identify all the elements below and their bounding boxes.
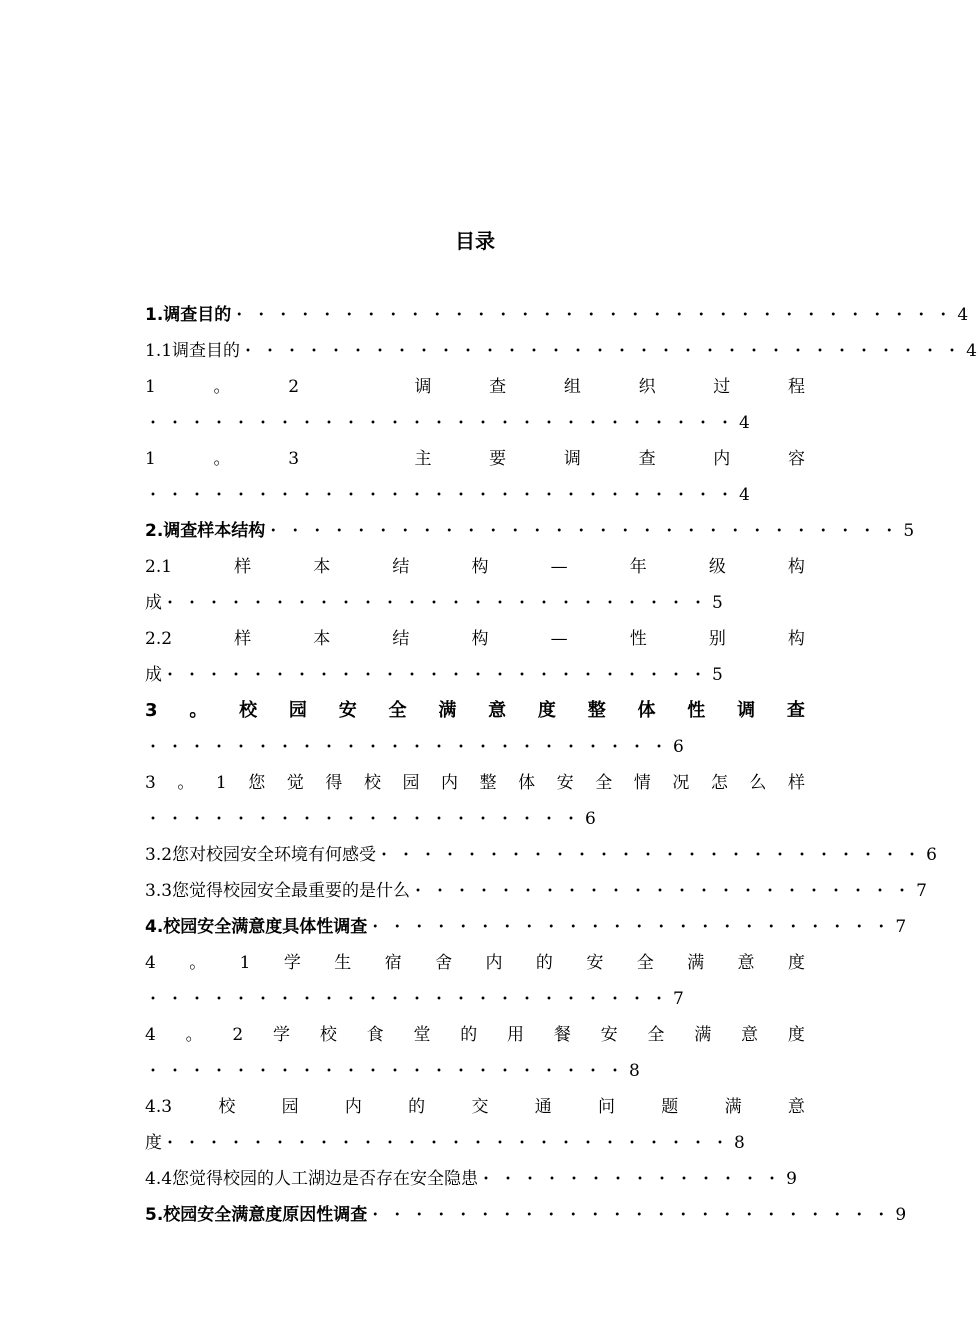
toc-token: 4.3	[145, 1097, 173, 1117]
toc-entry[interactable]	[145, 1089, 805, 1125]
toc-token: 整	[479, 773, 497, 793]
dot-leader: ・・・・・・・・・・・・・・・・・・・・・・・・・	[162, 593, 713, 612]
toc-entry-text: 1.调查目的	[145, 305, 232, 325]
toc-token: 校	[319, 1025, 337, 1045]
toc-token: 意	[787, 1097, 805, 1117]
toc-entry[interactable]	[145, 945, 805, 981]
toc-token: 度	[787, 953, 805, 973]
toc-entry[interactable]	[145, 765, 805, 801]
toc-entry[interactable]	[145, 297, 969, 333]
toc-token: 年	[629, 557, 647, 577]
toc-token: 主	[414, 449, 432, 469]
toc-token: 过	[713, 377, 731, 397]
table-of-contents	[145, 297, 977, 1233]
toc-token: 满	[438, 700, 457, 721]
toc-token: 问	[598, 1097, 616, 1117]
toc-page-number: 9	[786, 1169, 797, 1189]
toc-token: 结	[392, 557, 410, 577]
toc-page-number: 4	[957, 305, 969, 325]
toc-token: 别	[708, 629, 726, 649]
toc-token: 堂	[413, 1025, 431, 1045]
toc-token: 园	[288, 700, 307, 721]
toc-entry[interactable]	[145, 1197, 907, 1233]
toc-token: 调	[563, 449, 581, 469]
toc-token: 2.2	[145, 629, 173, 649]
toc-entry[interactable]	[145, 513, 915, 549]
toc-token: 全	[595, 773, 613, 793]
dot-leader: ・・・・・・・・・・・・・・・・・・・・・・・・・・・・・	[265, 521, 904, 540]
toc-page-number: 5	[712, 593, 723, 613]
toc-token: 调	[737, 700, 756, 721]
toc-token: 题	[661, 1097, 679, 1117]
toc-entry-text: 成	[145, 593, 162, 613]
toc-token: 内	[713, 449, 731, 469]
toc-entry[interactable]	[145, 873, 927, 909]
toc-entry-continuation	[145, 1053, 805, 1089]
toc-token: 内	[441, 773, 459, 793]
toc-token: 您	[248, 773, 266, 793]
toc-token: 餐	[553, 1025, 571, 1045]
toc-page-number: 5	[712, 665, 723, 685]
toc-token: 4	[145, 953, 156, 973]
toc-token: 1	[239, 953, 251, 973]
toc-token: 意	[488, 700, 507, 721]
dot-leader: ・・・・・・・・・・・・・・	[478, 1169, 787, 1188]
toc-entry-continuation	[145, 585, 805, 621]
toc-page-number: 4	[966, 341, 977, 361]
toc-token: 校	[239, 700, 258, 721]
toc-page-number: 6	[673, 737, 684, 757]
toc-token: 结	[392, 629, 410, 649]
toc-page-number: 4	[739, 485, 750, 505]
toc-token: 意	[741, 1025, 759, 1045]
toc-entry-text: 5.校园安全满意度原因性调查	[145, 1205, 368, 1225]
toc-token: 生	[334, 953, 352, 973]
toc-token: —	[550, 629, 568, 649]
toc-token: 3	[145, 773, 156, 793]
toc-token: 。	[189, 700, 208, 721]
toc-page-number: 6	[585, 809, 596, 829]
toc-token: 内	[344, 1097, 362, 1117]
toc-token: 1	[215, 773, 227, 793]
dot-leader: ・・・・・・・・・・・・・・・・・・・・・・・・	[145, 737, 674, 756]
toc-entry-text: 4.校园安全满意度具体性调查	[145, 917, 368, 937]
toc-entry[interactable]	[145, 549, 805, 585]
toc-entry-continuation	[145, 801, 805, 837]
toc-token: —	[550, 557, 568, 577]
toc-page-number: 6	[926, 845, 937, 865]
toc-entry-text: 1.1调查目的	[145, 341, 241, 361]
toc-page-number: 5	[903, 521, 915, 541]
toc-token: 得	[325, 773, 343, 793]
toc-entry-text: 2.调查样本结构	[145, 521, 266, 541]
toc-token: 查	[638, 449, 656, 469]
toc-token: 舍	[435, 953, 453, 973]
toc-token: 校	[218, 1097, 236, 1117]
dot-leader: ・・・・・・・・・・・・・・・・・・・・	[145, 809, 586, 828]
toc-token: 的	[460, 1025, 478, 1045]
toc-entry-text: 4.4您觉得校园的人工湖边是否存在安全隐患	[145, 1169, 479, 1189]
toc-token: 满	[724, 1097, 742, 1117]
dot-leader: ・・・・・・・・・・・・・・・・・・・・・・・	[410, 881, 917, 900]
dot-leader: ・・・・・・・・・・・・・・・・・・・・・・・・・・・	[145, 413, 740, 432]
toc-token: 安	[600, 1025, 618, 1045]
toc-page-number: 7	[916, 881, 927, 901]
toc-entry-text: 3.3您觉得校园安全最重要的是什么	[145, 881, 411, 901]
toc-token: 3	[145, 700, 158, 721]
dot-leader: ・・・・・・・・・・・・・・・・・・・・・・・・・・	[162, 1133, 735, 1152]
toc-token: 2	[288, 377, 300, 397]
toc-token: 组	[563, 377, 581, 397]
toc-token: 构	[471, 629, 489, 649]
toc-page-number: 8	[734, 1133, 745, 1153]
toc-token: 安	[338, 700, 357, 721]
toc-token: 体	[518, 773, 536, 793]
toc-token: 构	[787, 557, 805, 577]
toc-token: 学	[273, 1025, 291, 1045]
toc-token: 程	[787, 377, 805, 397]
toc-token: 内	[485, 953, 503, 973]
toc-token: 的	[408, 1097, 426, 1117]
toc-token: 。	[185, 1025, 203, 1045]
dot-leader: ・・・・・・・・・・・・・・・・・・・・・・・・・	[376, 845, 927, 864]
toc-token: 满	[694, 1025, 712, 1045]
toc-entry[interactable]	[145, 1017, 805, 1053]
toc-token: 整	[587, 700, 606, 721]
toc-token: 2.1	[145, 557, 173, 577]
toc-token: 。	[189, 953, 207, 973]
toc-token: 度	[537, 700, 556, 721]
dot-leader: ・・・・・・・・・・・・・・・・・・・・・・・・・・・・・・・・・	[231, 305, 958, 324]
dot-leader: ・・・・・・・・・・・・・・・・・・・・・・・・・・・	[145, 485, 740, 504]
toc-token: 样	[234, 557, 252, 577]
toc-entry-text: 成	[145, 665, 162, 685]
toc-token: 织	[638, 377, 656, 397]
toc-entry[interactable]	[145, 693, 805, 729]
toc-token: 全	[636, 953, 654, 973]
toc-entry[interactable]	[145, 909, 907, 945]
toc-token: 意	[737, 953, 755, 973]
toc-token: 样	[234, 629, 252, 649]
toc-token: 么	[749, 773, 767, 793]
dot-leader: ・・・・・・・・・・・・・・・・・・・・・・・・	[145, 989, 674, 1008]
toc-token: 样	[787, 773, 805, 793]
dot-leader: ・・・・・・・・・・・・・・・・・・・・・・・・・・・・・・・・・	[240, 341, 967, 360]
toc-entry[interactable]	[145, 1161, 805, 1197]
toc-token: 的	[535, 953, 553, 973]
toc-token: 全	[388, 700, 407, 721]
toc-token: 。	[213, 377, 231, 397]
toc-token: 1	[145, 377, 156, 397]
toc-token: 容	[787, 449, 805, 469]
toc-entry[interactable]	[145, 441, 805, 477]
toc-token: 用	[507, 1025, 525, 1045]
toc-token: 构	[787, 629, 805, 649]
toc-entry[interactable]	[145, 837, 937, 873]
toc-token: 性	[629, 629, 647, 649]
toc-token: 学	[283, 953, 301, 973]
toc-entry-continuation	[145, 657, 805, 693]
toc-entry-continuation	[145, 981, 805, 1017]
toc-token: 构	[471, 557, 489, 577]
toc-token: 4	[145, 1025, 156, 1045]
toc-entry-text: 度	[145, 1133, 162, 1153]
toc-page-number: 4	[739, 413, 750, 433]
toc-token: 通	[534, 1097, 552, 1117]
toc-token: 查	[489, 377, 507, 397]
dot-leader: ・・・・・・・・・・・・・・・・・・・・・・・・	[367, 1205, 896, 1224]
toc-token: 本	[313, 629, 331, 649]
toc-token: 3	[288, 449, 300, 469]
toc-entry-continuation	[145, 1125, 805, 1161]
toc-page-number: 7	[895, 917, 907, 937]
toc-token: 级	[708, 557, 726, 577]
toc-token: 2	[232, 1025, 244, 1045]
dot-leader: ・・・・・・・・・・・・・・・・・・・・・・・・・	[162, 665, 713, 684]
dot-leader: ・・・・・・・・・・・・・・・・・・・・・・・・	[367, 917, 896, 936]
toc-token: 宿	[384, 953, 402, 973]
page-title: 目录	[455, 229, 495, 253]
toc-token: 本	[313, 557, 331, 577]
toc-page-number: 9	[895, 1205, 907, 1225]
toc-token: 况	[672, 773, 690, 793]
toc-token: 校	[363, 773, 381, 793]
toc-entry[interactable]	[145, 621, 805, 657]
toc-token: 性	[687, 700, 706, 721]
toc-token: 怎	[710, 773, 728, 793]
toc-token: 调	[414, 377, 432, 397]
toc-token: 情	[633, 773, 651, 793]
dot-leader: ・・・・・・・・・・・・・・・・・・・・・・	[145, 1061, 630, 1080]
toc-token: 1	[145, 449, 156, 469]
toc-token: 交	[471, 1097, 489, 1117]
toc-token: 安	[586, 953, 604, 973]
toc-page-number: 7	[673, 989, 684, 1009]
toc-token: 要	[489, 449, 507, 469]
toc-entry-continuation	[145, 729, 805, 765]
toc-entry[interactable]	[145, 369, 805, 405]
toc-token: 满	[687, 953, 705, 973]
toc-token: 查	[786, 700, 805, 721]
toc-entry-continuation	[145, 405, 805, 441]
toc-token: 园	[281, 1097, 299, 1117]
toc-token: 。	[213, 449, 231, 469]
toc-entry-text: 3.2您对校园安全环境有何感受	[145, 845, 377, 865]
toc-token: 体	[637, 700, 656, 721]
toc-page-number: 8	[629, 1061, 640, 1081]
toc-token: 度	[787, 1025, 805, 1045]
toc-entry-continuation	[145, 477, 805, 513]
toc-token: 。	[177, 773, 195, 793]
toc-token: 全	[647, 1025, 665, 1045]
toc-entry[interactable]	[145, 333, 977, 369]
toc-token: 食	[366, 1025, 384, 1045]
toc-token: 觉	[286, 773, 304, 793]
toc-token: 安	[556, 773, 574, 793]
toc-token: 园	[402, 773, 420, 793]
